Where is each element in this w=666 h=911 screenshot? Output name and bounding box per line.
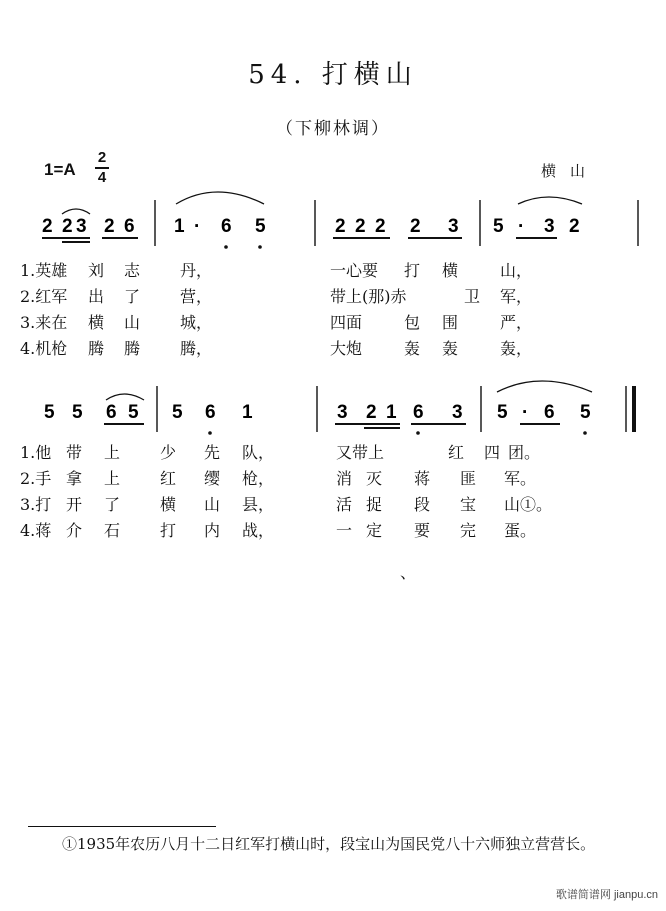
note: 5	[172, 402, 183, 423]
lyric-word: 完	[460, 521, 477, 540]
region-label: 横山	[541, 162, 600, 180]
lyric-word: 蛋。	[504, 521, 537, 540]
lyric-word: 带	[66, 443, 83, 462]
lyric-word: 1.英雄	[20, 261, 68, 280]
note: 2	[569, 216, 580, 237]
lyric-word: 2.红军	[20, 287, 68, 306]
note: 2	[355, 216, 366, 237]
lyric-word: 了	[104, 495, 121, 514]
lyric-word: 灭	[366, 469, 383, 488]
lyric-word: 志	[124, 261, 141, 280]
note: 5	[497, 402, 508, 423]
lyric-word: 严，	[500, 313, 533, 332]
lyric-word: 横	[442, 261, 459, 280]
lyric-word: 丹，	[180, 261, 213, 280]
song-subtitle: （下柳林调）	[276, 119, 390, 139]
lyric-word: 县，	[242, 495, 275, 514]
note: 2	[104, 216, 115, 237]
note: ·	[194, 216, 201, 237]
lyric-word: 山	[124, 313, 141, 332]
lyric-word: 团。	[508, 443, 541, 462]
lyric-word: 军，	[500, 287, 533, 306]
lyric-word: 四面	[330, 313, 363, 332]
note: 6	[544, 402, 555, 423]
note: 5	[128, 402, 139, 423]
lyric-word: 腾，	[180, 339, 213, 358]
lyric-word: 山，	[500, 261, 533, 280]
note: 5	[44, 402, 55, 423]
lyric-word: 宝	[460, 495, 477, 514]
lyric-word: 开	[66, 495, 83, 514]
lyric-word: 缨	[204, 469, 221, 488]
lyric-word: 轰	[404, 339, 421, 358]
lyric-word: 要	[414, 521, 431, 540]
lyric-word: 内	[204, 521, 221, 540]
time-signature-bottom: 4	[97, 168, 107, 186]
lyric-word: 打	[404, 261, 421, 280]
note: 5	[255, 216, 266, 237]
system1-dots	[224, 245, 262, 249]
song-title: 54. 打横山	[248, 60, 418, 90]
note: 3	[452, 402, 463, 423]
note: 6	[124, 216, 135, 237]
lyric-word: 先	[204, 443, 221, 462]
lyric-word: 又带上	[336, 443, 385, 462]
lyric-word: 4.机枪	[20, 339, 68, 358]
lyric-word: 定	[366, 521, 383, 540]
lyric-word: 轰	[442, 339, 459, 358]
note: 1	[242, 402, 253, 423]
note: 3	[544, 216, 555, 237]
lyric-word: 枪，	[242, 469, 275, 488]
lyric-word: 2.手	[20, 469, 52, 488]
note: 2	[335, 216, 346, 237]
note: 2	[410, 216, 421, 237]
lyric-word: 上	[104, 443, 121, 462]
note: 3	[76, 216, 87, 237]
footnote: ①1935年农历八月十二日红军打横山时，段宝山为国民党八十六师独立营营长。	[62, 835, 596, 853]
stray-mark: 、	[400, 563, 417, 582]
lyric-word: 横	[160, 495, 177, 514]
system2-dots	[208, 431, 587, 435]
lyric-word: 匪	[460, 469, 477, 488]
lyric-word: 了	[124, 287, 141, 306]
note: 1	[174, 216, 185, 237]
time-signature-top: 2	[97, 149, 107, 166]
lyric-word: 捉	[366, 495, 383, 514]
lyric-word: 刘	[88, 261, 105, 280]
lyric-word: 4.蒋	[20, 521, 52, 540]
lyric-word: 营，	[180, 287, 213, 306]
lyric-word: 消	[336, 469, 353, 488]
lyric-word: 3.打	[20, 495, 52, 514]
lyric-word: 卫	[464, 287, 481, 306]
lyric-word: 石	[104, 521, 121, 540]
note: ·	[518, 216, 525, 237]
lyric-word: 活	[336, 495, 353, 514]
note: 2	[375, 216, 386, 237]
lyric-word: 腾	[124, 339, 141, 358]
lyric-word: 红	[448, 443, 465, 462]
note: 5	[72, 402, 83, 423]
footnote-rule	[28, 826, 216, 827]
lyric-word: 横	[88, 313, 105, 332]
note: 2	[366, 402, 377, 423]
note: 3	[448, 216, 459, 237]
note: 2	[62, 216, 73, 237]
lyric-word: 介	[66, 521, 83, 540]
lyric-word: 3.来在	[20, 313, 68, 332]
note: ·	[522, 402, 529, 423]
lyric-word: 1.他	[20, 443, 52, 462]
note: 6	[205, 402, 216, 423]
lyric-word: 拿	[66, 469, 83, 488]
note: 5	[493, 216, 504, 237]
lyric-word: 围	[442, 313, 459, 332]
lyric-word: 四	[484, 443, 501, 462]
note: 6	[106, 402, 117, 423]
note: 1	[386, 402, 397, 423]
lyric-word: 包	[404, 313, 421, 332]
note: 3	[337, 402, 348, 423]
note: 5	[580, 402, 591, 423]
lyric-word: 带上(那)赤	[330, 287, 407, 306]
note: 6	[221, 216, 232, 237]
lyric-word: 少	[160, 443, 177, 462]
note: 6	[413, 402, 424, 423]
lyric-word: 山①。	[504, 495, 553, 514]
lyric-word: 腾	[88, 339, 105, 358]
lyric-word: 段	[414, 495, 431, 514]
note: 2	[42, 216, 53, 237]
lyric-word: 战，	[242, 521, 275, 540]
lyric-word: 轰，	[500, 339, 533, 358]
lyric-word: 红	[160, 469, 177, 488]
lyric-word: 一	[336, 521, 353, 540]
lyric-word: 一心要	[330, 261, 379, 280]
lyric-word: 上	[104, 469, 121, 488]
watermark: 歌谱简谱网 jianpu.cn	[555, 889, 658, 901]
lyric-word: 军。	[504, 469, 537, 488]
lyric-word: 打	[160, 521, 177, 540]
lyric-word: 出	[88, 287, 105, 306]
key-signature: 1=A	[44, 160, 76, 179]
lyric-word: 队，	[242, 443, 275, 462]
lyric-word: 城，	[180, 313, 213, 332]
lyric-word: 大炮	[330, 339, 363, 358]
lyric-word: 蒋	[414, 469, 431, 488]
lyric-word: 山	[204, 495, 221, 514]
system1-notes	[42, 216, 580, 237]
